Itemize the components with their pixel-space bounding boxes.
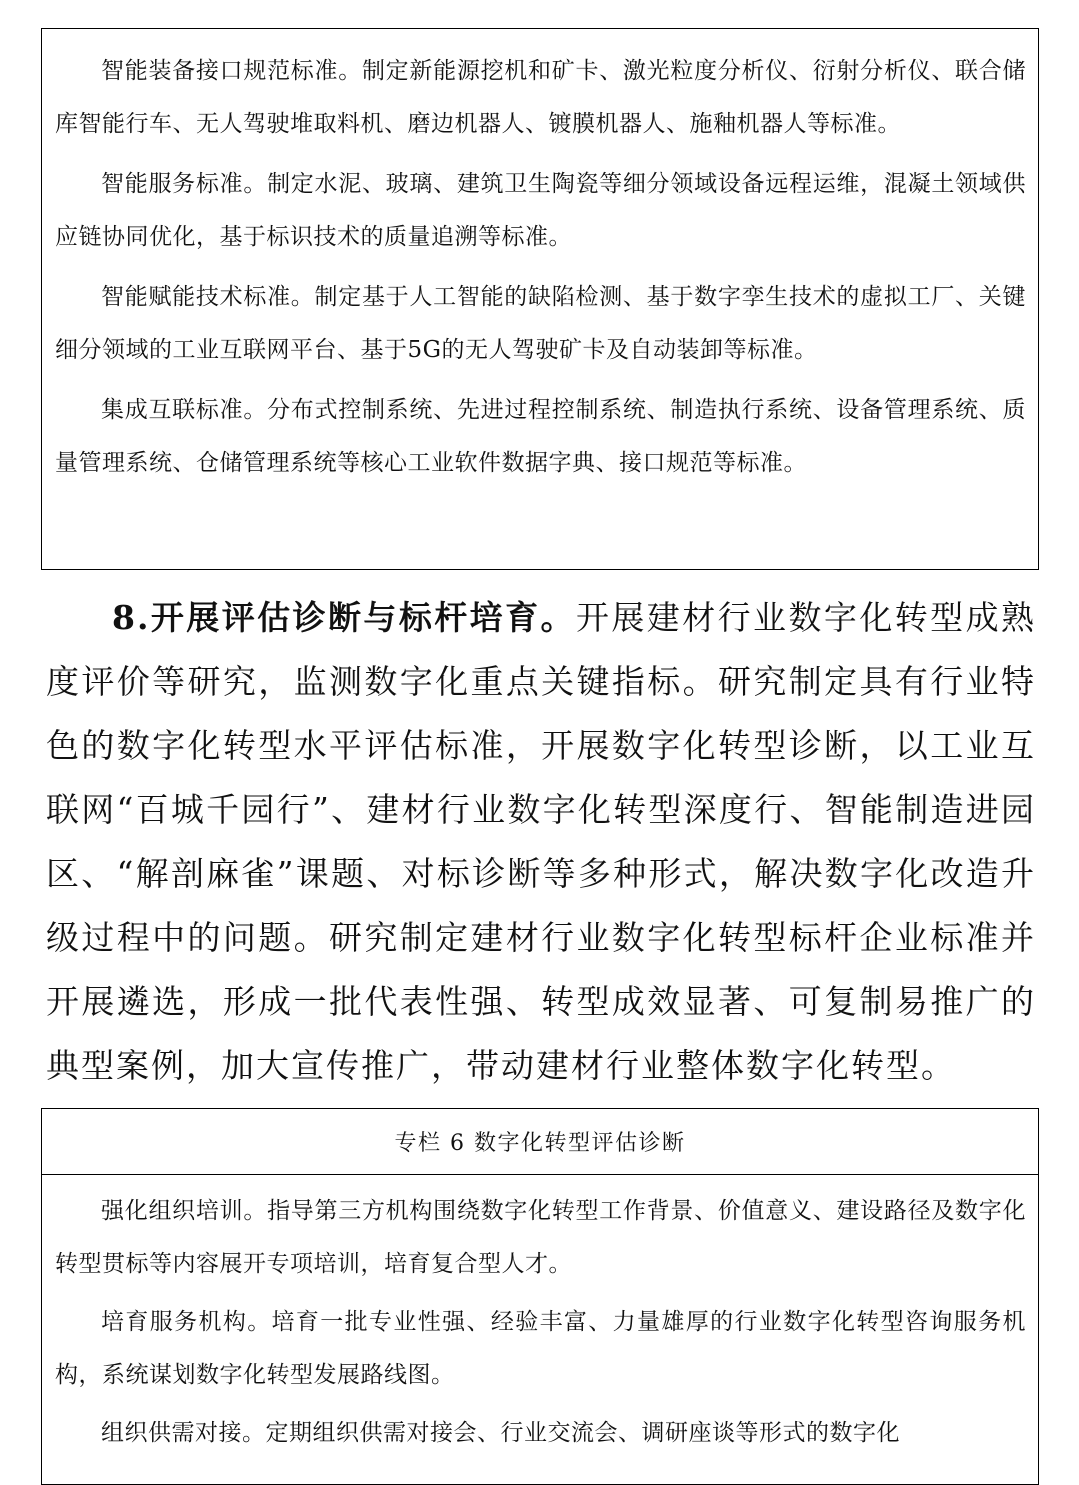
box-paragraph: 组织供需对接。定期组织供需对接会、行业交流会、调研座谈等形式的数字化 xyxy=(101,1420,900,1446)
box-paragraph: 集成互联标准。分布式控制系统、先进过程控制系统、制造执行系统、设备管理系统、质量管理系统、仓储管理系统等核心工业软件数据字典、接口规范等标准。 xyxy=(55,397,1026,476)
column-title: 专栏 6 数字化转型评估诊断 xyxy=(42,1109,1038,1175)
box-paragraph: 培育服务机构。培育一批专业性强、经验丰富、力量雄厚的行业数字化转型咨询服务机构，系统谋划数字化转型发展路线图。 xyxy=(55,1309,1026,1388)
column-box xyxy=(41,1108,1039,1485)
section-heading: 8.开展评估诊断与标杆培育。 xyxy=(112,598,576,637)
box-paragraph: 智能装备接口规范标准。制定新能源挖机和矿卡、激光粒度分析仪、衍射分析仪、联合储库智能行车、无人驾驶堆取料机、磨边机器人、镀膜机器人、施釉机器人等标准。 xyxy=(55,58,1026,137)
column-body xyxy=(42,1175,1038,1460)
box-paragraph: 强化组织培训。指导第三方机构围绕数字化转型工作背景、价值意义、建设路径及数字化转型贯标等内容展开专项培训，培育复合型人才。 xyxy=(55,1198,1026,1277)
box-paragraph: 智能服务标准。制定水泥、玻璃、建筑卫生陶瓷等细分领域设备远程运维，混凝土领域供应链协同优化，基于标识技术的质量追溯等标准。 xyxy=(55,171,1026,250)
box-paragraph: 智能赋能技术标准。制定基于人工智能的缺陷检测、基于数字孪生技术的虚拟工厂、关键细分领域的工业互联网平台、基于5G的无人驾驶矿卡及自动装卸等标准。 xyxy=(55,284,1026,363)
section-paragraph xyxy=(46,586,1036,1098)
section-body: 开展建材行业数字化转型成熟度评价等研究，监测数字化重点关键指标。研究制定具有行业特色的数字化转型水平评估标准，开展数字化转型诊断，以工业互联网“百城千园行”、建材行业数字化转型深度行、智能制造进园区、“解剖麻雀”课题、对标诊断等多种形式，解决数字化改造升级过程中的问题。研究制定建材行业数字化转型标杆企业标准并开展遴选，形成一批代表性强、转型成效显著、可复制易推广的典型案例，加大宣传推广，带动建材行业整体数字化转型。 xyxy=(46,598,1036,1085)
standards-box xyxy=(41,28,1039,570)
